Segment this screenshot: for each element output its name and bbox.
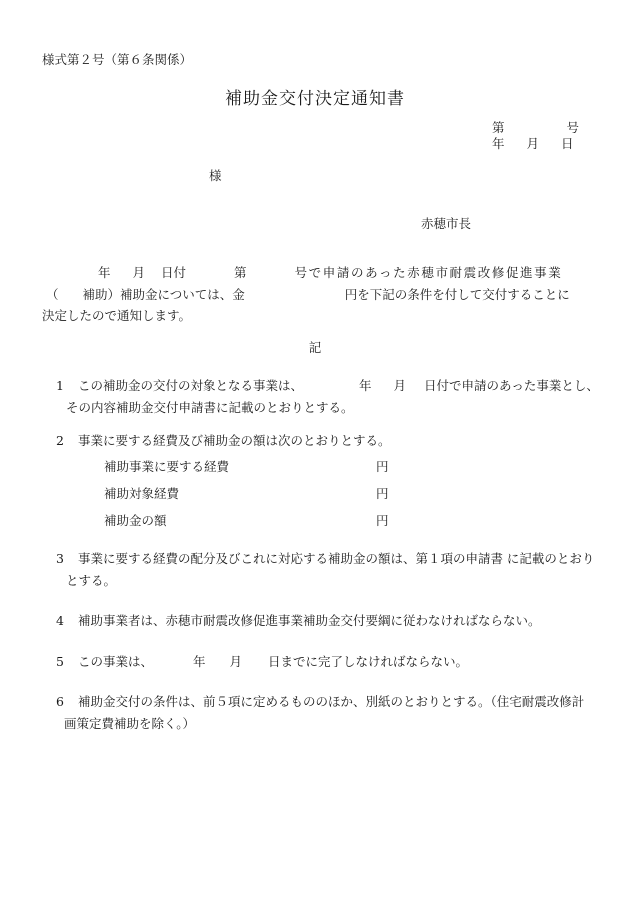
date-day: 日 bbox=[561, 136, 574, 151]
item-3-line-2: とする。 bbox=[66, 573, 117, 588]
body-open-paren: （ bbox=[46, 287, 59, 302]
item-5-year: 年 bbox=[192, 654, 206, 669]
item-5 bbox=[56, 652, 468, 670]
item-number: 1 bbox=[56, 378, 64, 393]
body-line-2-rest: 円を下記の条件を付して交付することに bbox=[344, 287, 570, 302]
item-3-text-a: 事業に要する経費の配分及びこれに対応する補助金の額は、第１項の申請書 に記載のとおり bbox=[77, 551, 595, 566]
document-title: 補助金交付決定通知書 bbox=[225, 89, 405, 109]
body-dai: 第 bbox=[234, 265, 247, 280]
item-number: 4 bbox=[56, 613, 64, 628]
issuer-name: 赤穂市長 bbox=[421, 216, 472, 231]
item-6-line-1 bbox=[56, 692, 584, 710]
body-line-1 bbox=[98, 263, 562, 281]
item-4-text: 補助事業者は、赤穂市耐震改修促進事業補助金交付要綱に従わなければならない。 bbox=[77, 613, 541, 628]
item-6-line-2: 画策定費補助を除く。） bbox=[64, 716, 196, 731]
item-4 bbox=[56, 611, 540, 629]
number-prefix: 第 bbox=[492, 120, 505, 135]
form-number: 様式第２号（第６条関係） bbox=[42, 52, 193, 67]
cost-row-unit: 円 bbox=[376, 513, 389, 528]
item-1-text-b: 日付で申請のあった事業とし、 bbox=[424, 378, 599, 393]
body-line-2 bbox=[46, 285, 570, 303]
item-number: 6 bbox=[56, 694, 64, 709]
number-suffix: 号 bbox=[566, 120, 580, 135]
body-line-3: 決定したので通知します。 bbox=[42, 308, 192, 323]
cost-row-unit: 円 bbox=[376, 459, 389, 474]
item-5-month: 月 bbox=[229, 654, 242, 669]
cost-row-label: 補助対象経費 bbox=[104, 486, 180, 501]
item-number: 2 bbox=[56, 433, 64, 448]
addressee-honorific: 様 bbox=[209, 168, 222, 183]
date-month: 月 bbox=[526, 136, 540, 151]
body-line-1-rest: 号で申請のあった赤穂市耐震改修促進事業 bbox=[294, 265, 563, 280]
item-2 bbox=[56, 431, 390, 449]
item-1-line-1 bbox=[56, 376, 599, 394]
item-1-text-a: この補助金の交付の対象となる事業は、 bbox=[77, 378, 303, 393]
body-year: 年 bbox=[98, 265, 111, 280]
date-year: 年 bbox=[492, 136, 505, 151]
body-line-2-mid: 補助）補助金については、金 bbox=[82, 287, 245, 302]
cost-row-unit: 円 bbox=[376, 486, 389, 501]
item-1-year: 年 bbox=[358, 378, 372, 393]
item-3-line-1 bbox=[56, 549, 594, 567]
item-5-text-b: 日までに完了しなければならない。 bbox=[268, 654, 469, 669]
item-number: 3 bbox=[56, 551, 64, 566]
ki-heading: 記 bbox=[308, 340, 322, 355]
item-2-text: 事業に要する経費及び補助金の額は次のとおりとする。 bbox=[77, 433, 391, 448]
body-month: 月 bbox=[132, 265, 146, 280]
item-1-month: 月 bbox=[393, 378, 406, 393]
item-number: 5 bbox=[56, 654, 64, 669]
item-1-line-2: その内容補助金交付申請書に記載のとおりとする。 bbox=[66, 400, 354, 415]
body-day: 日付 bbox=[161, 265, 187, 280]
cost-row-label: 補助金の額 bbox=[104, 513, 167, 528]
item-5-text-a: この事業は、 bbox=[77, 654, 153, 669]
document-date bbox=[492, 134, 574, 152]
item-6-text-a: 補助金交付の条件は、前５項に定めるもののほか、別紙のとおりとする。（住宅耐震改修計 bbox=[77, 694, 585, 709]
cost-row-label: 補助事業に要する経費 bbox=[104, 459, 230, 474]
